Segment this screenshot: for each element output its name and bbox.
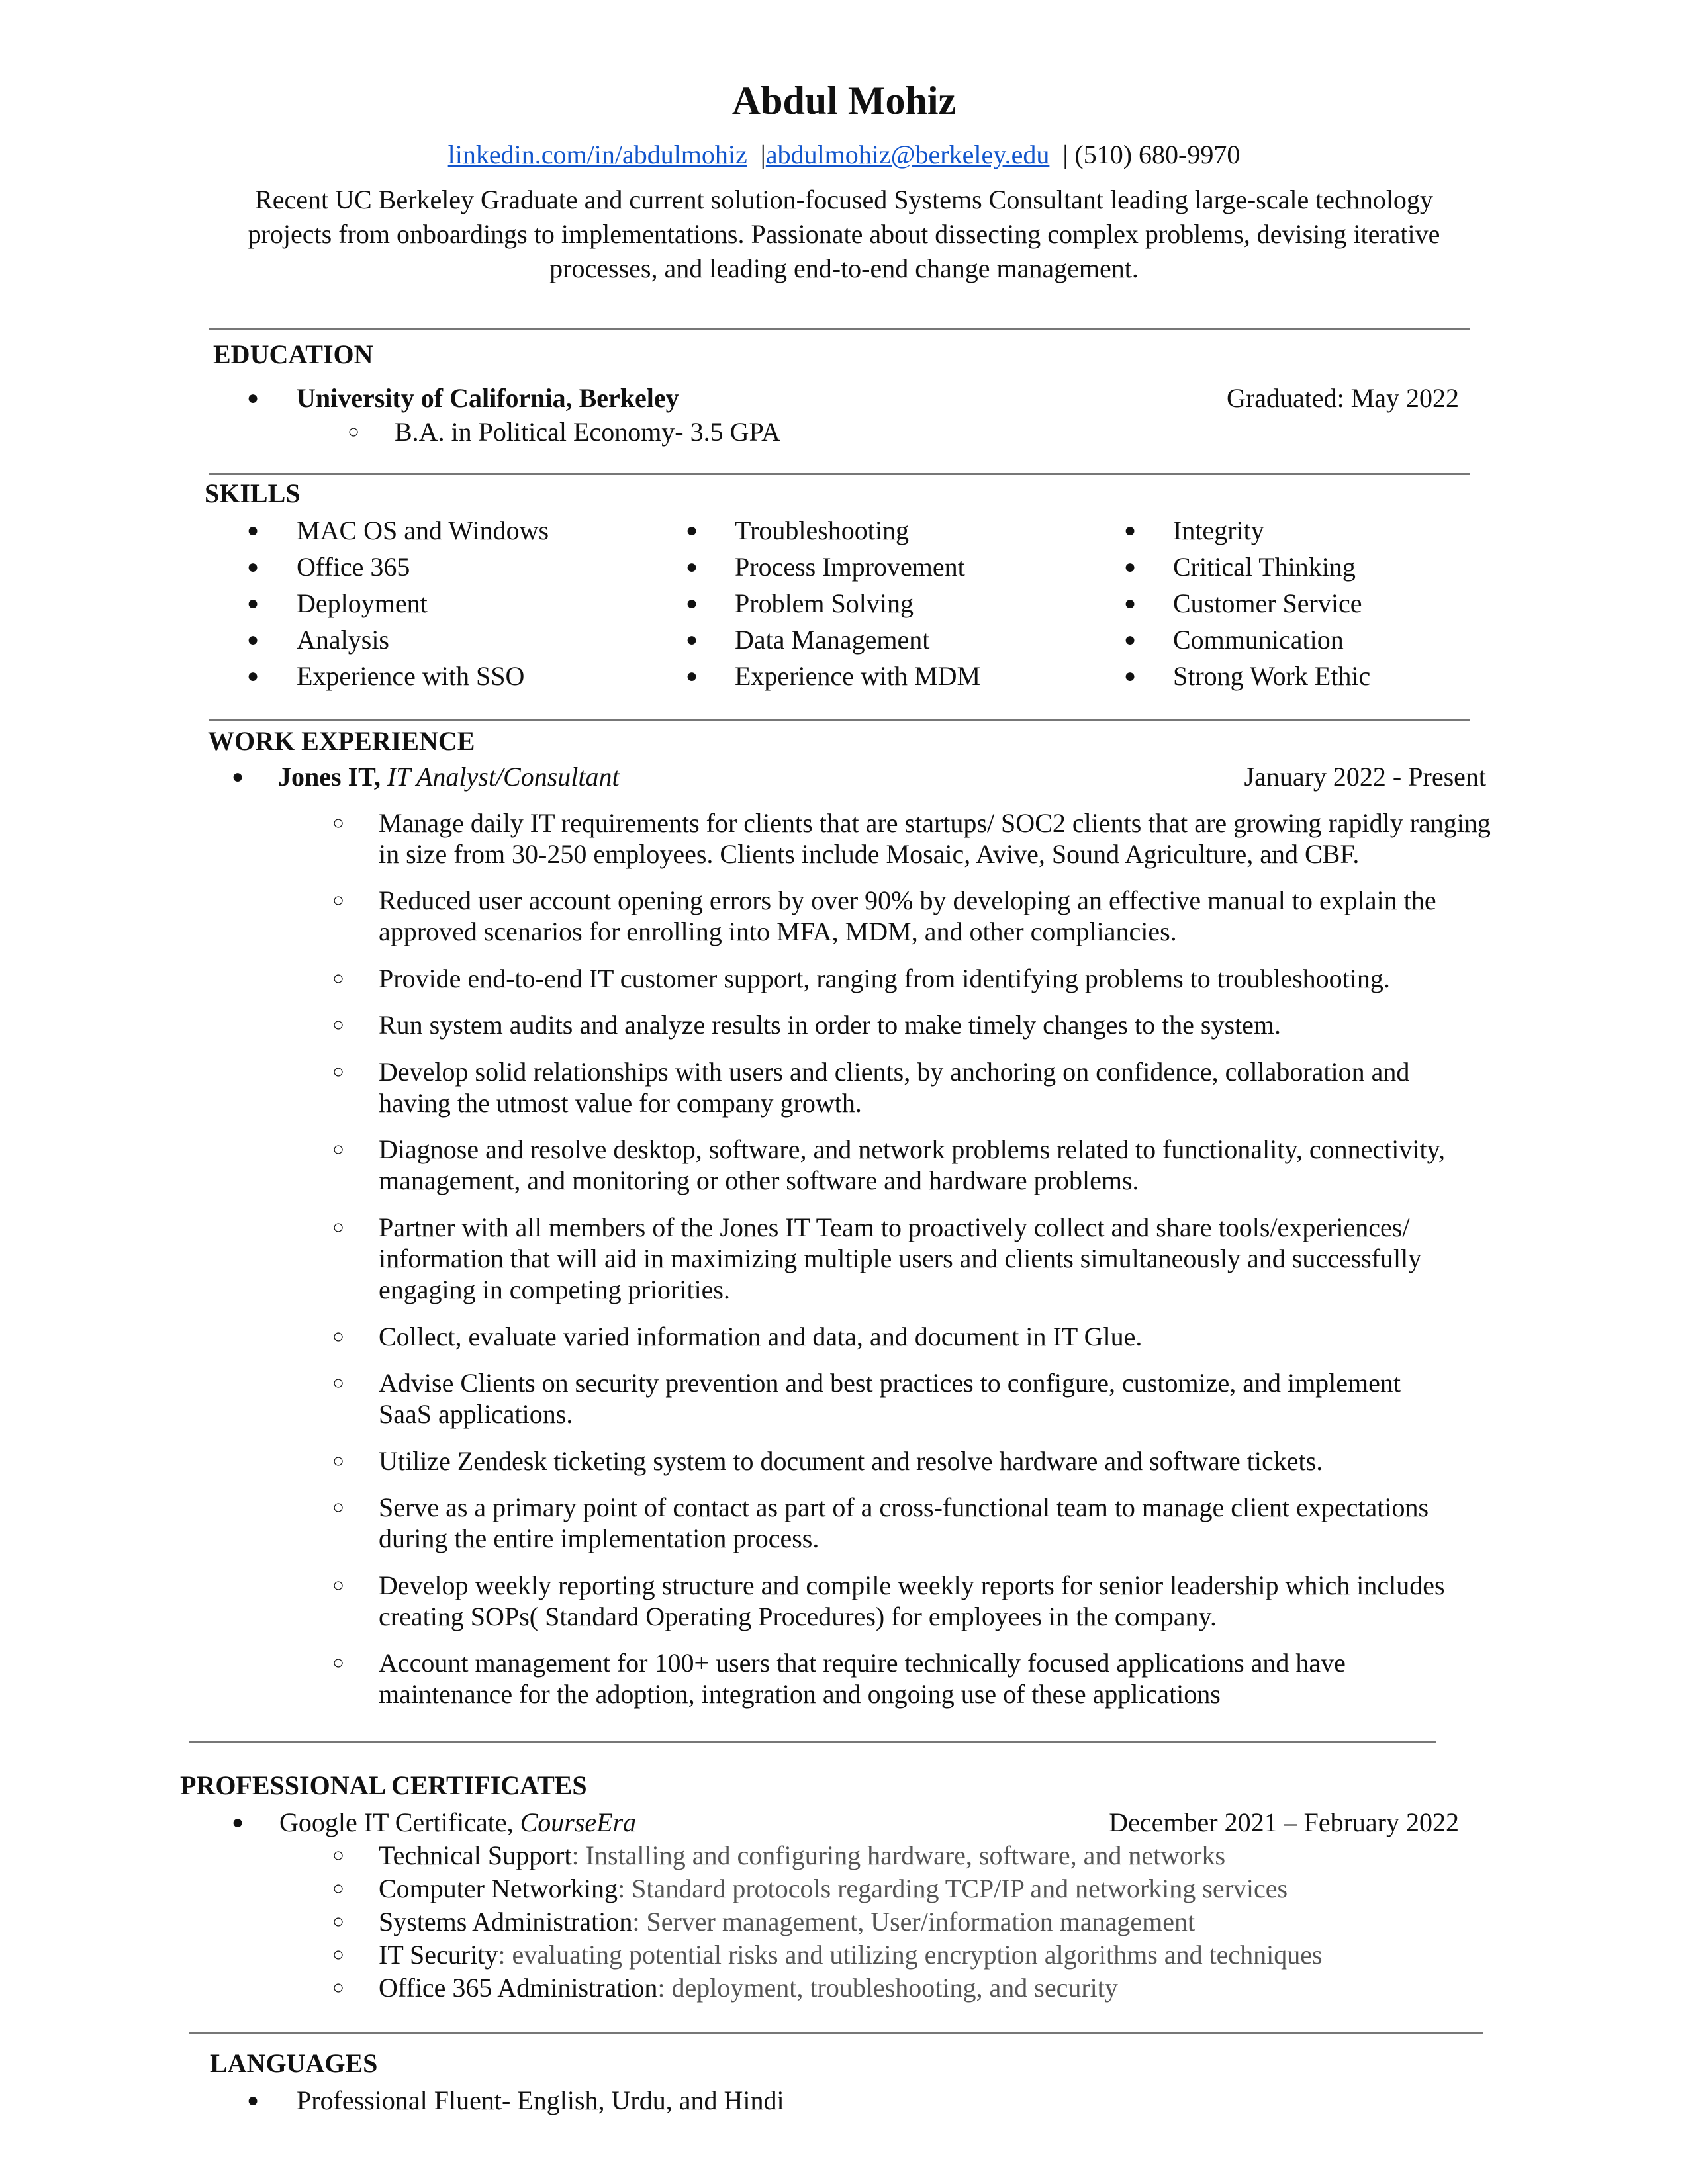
certificate-provider: CourseEra [520, 1807, 637, 1837]
certificate-item: IT Security: evaluating potential risks and utilizing encryption algorithms and techniques [379, 1940, 1323, 1970]
skill-item: Experience with SSO [297, 661, 525, 691]
section-divider [209, 473, 1470, 475]
skill-item: Strong Work Ethic [1173, 661, 1371, 691]
languages-heading: LANGUAGES [210, 2048, 378, 2078]
resume-page: Abdul Mohiz linkedin.com/in/abdulmohiz |abdulmohiz@berkeley.edu | (510) 680-9970 Recent UC Berkeley Graduate and current solution-focused Systems Consultant leading large-scale technology projects from onboardings to implementations. Passionate about dissecting complex problems, devising iterative processes, and leading end-to-end change management. EDUCATION ● University of California, Berkeley Graduated: May 2022 ○ B.A. in Political Economy- 3.5 GPA SKILLS ● MAC OS and Windows ● Office 365 ● Deployment ● Analysis ● Experience with SSO ● Troubleshooting ● Process Improvement ● Problem Solving ● Data Management ● Experience with MDM ● Integrity ● Critical Thinking ● Customer Service ● Communication ● Strong Work Ethic WORK EXPERIENCE ● Jones IT, IT Analyst/Consultant January 2022 - Present ○ Manage daily IT requirements for clients that are startups/ SOC2 clients that are growing rapidly ranging in size from 30-250 employees. Clients include Mosaic, Avive, Sound Agriculture, and CBF. ○ Reduced user account opening errors by over 90% by developing an effective manual to explain the approved scenarios for enrolling into MFA, MDM, and other compliancies. ○ Provide end-to-end IT customer support, ranging from identifying problems to troubleshooting. ○ Run system audits and analyze results in order to make timely changes to the system. ○ Develop solid relationships with users and clients, by anchoring on confidence, collaboration and having the utmost value for company growth. ○ Diagnose and resolve desktop, software, and network problems related to functionality, connectivity, management, and monitoring or other software and hardware problems. ○ Partner with all members of the Jones IT Team to proactively collect and share tools/experiences/ information that will aid in maximizing multiple users and clients simultaneously and successfully engaging in competing priorities. ○ Collect, evaluate varied information and data, and document in IT Glue. ○ Advise Clients on security prevention and best practices to configure, customize, and implement SaaS applications. ○ Utilize Zendesk ticketing system to document and resolve hardware and software tickets. ○ Serve as a primary point of contact as part of a cross-functional team to manage client expectations during the entire implementation process. ○ Develop weekly reporting structure and compile weekly reports for senior leadership which includes creating SOPs( Standard Operating Procedures) for employees in the company. ○ Account management for 100+ users that require technically focused applications and have maintenance for the adoption, integration and ongoing use of these applications PROFESSIONAL CERTIFICATES ● Google IT Certificate, CourseEra December 2021 – February 2022 ○ Technical Support: Installing and configuring hardware, software, and networks ○ Computer Networking: Standard protocols regarding TCP/IP and networking services ○ Systems Administration: Server management, User/information management ○ IT Security: evaluating potential risks and utilizing encryption algorithms and techniques ○ Office 365 Administration: deployment, troubleshooting, and security LANGUAGES ● Professional Fluent- English, Urdu, and Hindi [0, 0, 1688, 2184]
graduation-date: Graduated: May 2022 [1226, 383, 1459, 413]
work-bullet: Advise Clients on security prevention and best practices to configure, customize, and implement SaaS applications. [379, 1368, 1401, 1429]
skill-item: Office 365 [297, 552, 410, 582]
certificates-heading: PROFESSIONAL CERTIFICATES [180, 1770, 587, 1800]
section-divider [209, 719, 1470, 721]
school-name: University of California, Berkeley [297, 383, 679, 413]
contact-separator: | [1062, 140, 1068, 169]
skill-item: Data Management [735, 625, 930, 655]
section-divider [189, 2032, 1483, 2034]
linkedin-link[interactable]: linkedin.com/in/abdulmohiz [447, 140, 747, 169]
skill-item: Customer Service [1173, 588, 1362, 618]
section-divider [209, 328, 1470, 330]
job-dates: January 2022 - Present [1244, 762, 1486, 792]
work-bullet: Diagnose and resolve desktop, software, and network problems related to functionality, connectivity, management, and monitoring or other software and hardware problems. [379, 1134, 1446, 1195]
work-bullet: Collect, evaluate varied information and data, and document in IT Glue. [379, 1322, 1143, 1351]
work-heading: WORK EXPERIENCE [208, 726, 475, 756]
skill-item: Analysis [297, 625, 389, 655]
certificate-name: Google IT Certificate, [279, 1807, 514, 1837]
summary-paragraph: Recent UC Berkeley Graduate and current solution-focused Systems Consultant leading large-scale technology projects from onboardings to implementations. Passionate about dissecting complex problems, devising iterative processes, and leading end-to-end change management. [248, 185, 1440, 283]
work-bullet: Develop solid relationships with users and clients, by anchoring on confidence, collaboration and having the utmost value for company growth. [379, 1057, 1410, 1118]
certificate-dates: December 2021 – February 2022 [1109, 1807, 1459, 1837]
certificate-item: Office 365 Administration: deployment, troubleshooting, and security [379, 1973, 1118, 2003]
hollow-bullet-icon: ○ [348, 421, 360, 443]
section-divider [189, 1741, 1436, 1743]
certificate-item: Systems Administration: Server management, User/information management [379, 1907, 1196, 1936]
company-name: Jones IT, [278, 762, 381, 792]
work-bullet: Utilize Zendesk ticketing system to document and resolve hardware and software tickets. [379, 1446, 1323, 1476]
skill-item: MAC OS and Windows [297, 516, 549, 545]
skill-item: Deployment [297, 588, 428, 618]
job-header [278, 758, 620, 796]
work-bullet: Serve as a primary point of contact as part of a cross-functional team to manage client expectations during the entire implementation process. [379, 1492, 1429, 1553]
email-link[interactable]: abdulmohiz@berkeley.edu [765, 140, 1050, 169]
work-bullet: Develop weekly reporting structure and compile weekly reports for senior leadership which includes creating SOPs( Standard Operating Procedures) for employees in the company. [379, 1570, 1445, 1631]
skill-item: Problem Solving [735, 588, 914, 618]
work-bullet: Provide end-to-end IT customer support, ranging from identifying problems to troubleshooting. [379, 964, 1390, 993]
language-item: Professional Fluent- English, Urdu, and Hindi [297, 2085, 784, 2115]
work-bullet: Reduced user account opening errors by over 90% by developing an effective manual to explain the approved scenarios for enrolling into MFA, MDM, and other compliancies. [379, 886, 1436, 946]
work-bullet: Run system audits and analyze results in order to make timely changes to the system. [379, 1010, 1282, 1040]
work-bullet: Partner with all members of the Jones IT Team to proactively collect and share tools/experiences/ information that will aid in maximizing multiple users and clients simultaneously and successfully engaging in competing priorities. [379, 1212, 1422, 1304]
skill-item: Troubleshooting [735, 516, 910, 545]
certificate-item: Computer Networking: Standard protocols regarding TCP/IP and networking services [379, 1874, 1288, 1903]
candidate-name: Abdul Mohiz [731, 79, 957, 122]
job-title: IT Analyst/Consultant [387, 762, 620, 792]
bullet-icon: ● [247, 387, 259, 409]
work-bullet: Manage daily IT requirements for clients that are startups/ SOC2 clients that are growing rapidly ranging in size from 30-250 employees. Clients include Mosaic, Avive, Sound Agriculture, and CBF. [379, 808, 1491, 869]
skill-item: Critical Thinking [1173, 552, 1356, 582]
contact-line [0, 136, 1688, 173]
skill-item: Integrity [1173, 516, 1264, 545]
education-heading: EDUCATION [213, 340, 373, 369]
certificate-item: Technical Support: Installing and configuring hardware, software, and networks [379, 1841, 1226, 1870]
skill-item: Communication [1173, 625, 1344, 655]
certificate-header [279, 1804, 636, 1841]
degree: B.A. in Political Economy- 3.5 GPA [395, 417, 780, 447]
phone-number: (510) 680-9970 [1074, 140, 1241, 169]
contact-separator: | [760, 140, 766, 169]
skill-item: Process Improvement [735, 552, 965, 582]
work-bullet: Account management for 100+ users that require technically focused applications and have maintenance for the adoption, integration and ongoing use of these applications [379, 1648, 1346, 1709]
skill-item: Experience with MDM [735, 661, 981, 691]
skills-heading: SKILLS [205, 478, 301, 508]
